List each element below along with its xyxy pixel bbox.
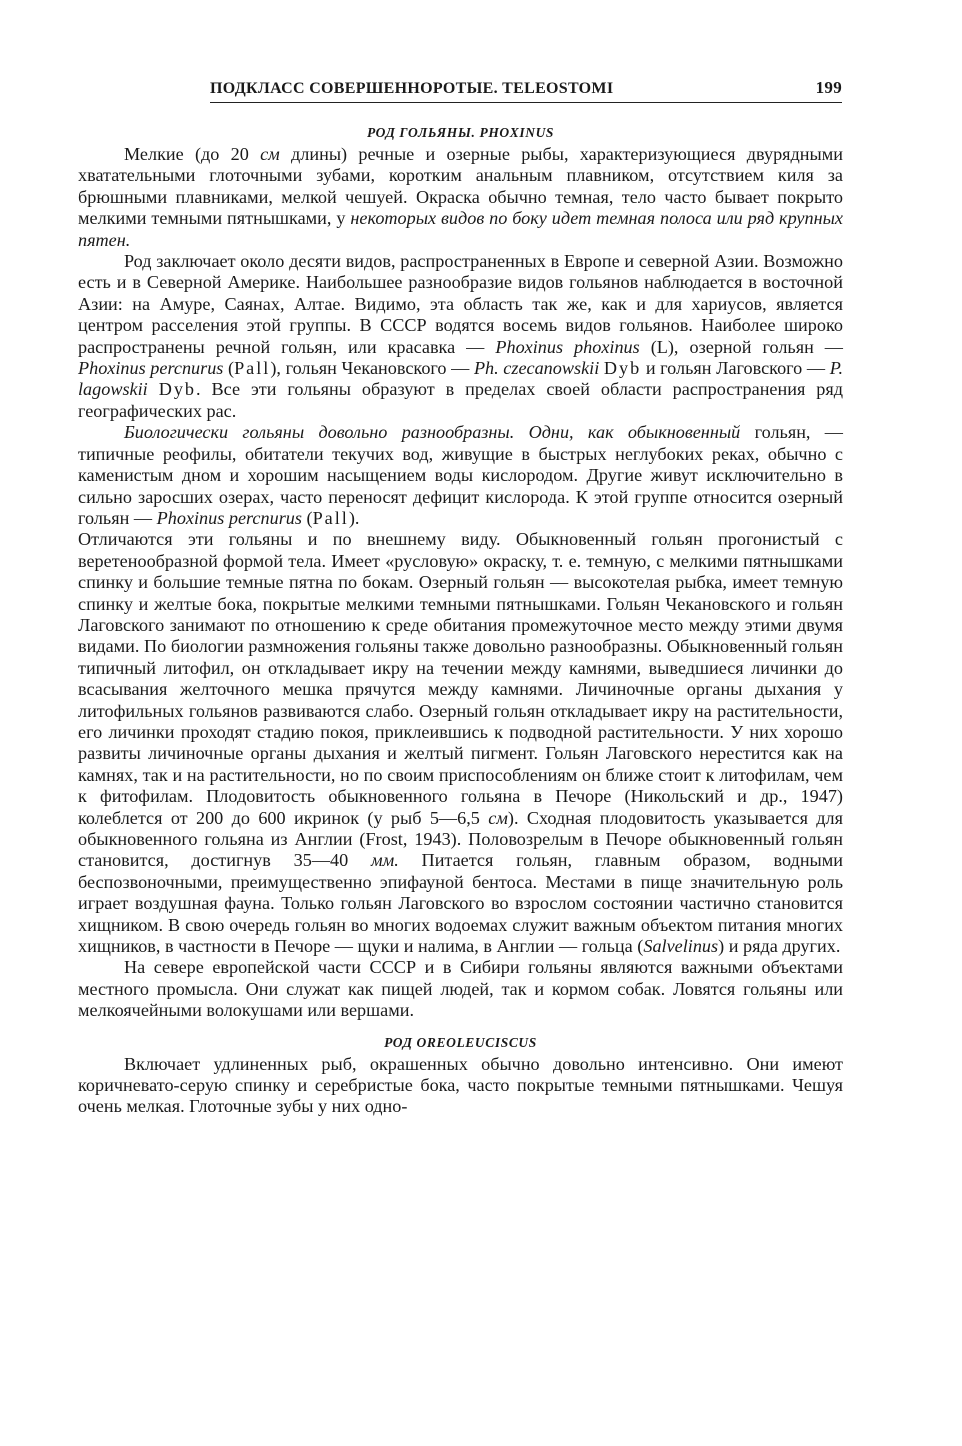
text-run: и гольян Лаговского —: [641, 358, 830, 379]
section-title-oreoleuciscus: РОД OREOLEUCISCUS: [384, 1034, 537, 1050]
text-run: ).: [348, 507, 360, 528]
paragraph-distribution: [78, 251, 843, 422]
text-run: [148, 379, 159, 399]
text-run: ), гольян Чекановского —: [270, 358, 474, 379]
italic-run: некоторых видов по боку идет темная полоса или ряд крупных пятен.: [78, 208, 843, 250]
genus-name: Salvelinus: [643, 936, 719, 957]
unit-term: см: [488, 807, 508, 828]
text-run: ) и ряда других.: [718, 936, 841, 957]
paragraph-oreoleuciscus: Включает удлиненных рыб, окрашенных обычно довольно интенсивно. Они имеют коричневато-серую спинку и серебристые бока, часто покрытые темными пятнышками. Чешуя очень мелкая. Глоточные зубы у них одно-: [78, 1053, 843, 1117]
page-number: 199: [815, 78, 842, 97]
text-run: длины) речные и озерные рыбы, характеризующиеся двурядными хватательными глоточными зубами, коротким анальным плавником, отсутствием киля за брюшными плавниками, мелкой чешуей. Окраска обычно темная, тело часто бывает покрыто мелкими темными пятнышками, у: [78, 144, 843, 229]
author-name: Dyb: [158, 379, 197, 400]
species-name: Phoxinus phoxinus: [495, 336, 640, 357]
text-run: (: [301, 507, 313, 528]
text-run: Питается гольян, главным образом, водными беспозвоночными, преимущественно эпифауной бентоса. Местами в пище значительную роль играет воздушная фауна. Только гольян Лаговского во взрослом состоянии частично становится хищником. В свою очередь гольян во многих водоемах служит важным объектом питания многих хищников, в частности в Печоре — щуки и налима, в Англии — гольца (: [78, 850, 844, 957]
species-name: Ph. czecanowskii: [473, 358, 600, 379]
species-name: Phoxinus percnurus: [78, 358, 224, 379]
unit-term: см: [260, 144, 280, 164]
species-name: P. lagowskii: [78, 358, 844, 400]
text-run: Мелкие (до 20: [124, 144, 261, 164]
unit-term: мм.: [371, 850, 399, 871]
running-head-title: ПОДКЛАСС СОВЕРШЕННОРОТЫЕ. TELEOSTOMI: [210, 80, 614, 97]
author-name: Dyb: [603, 358, 642, 379]
text-block: [78, 122, 843, 1118]
text-run: Отличаются эти гольяны и по внешнему виду. Обыкновенный гольян прогонистый с веретенообразной формой тела. Имеет «русловую» окраску, т. е. темную, с мелкими пятнышками спинку и большие темные пятна по бокам. Озерный гольян — высокотелая рыбка, имеет темную спинку и желтые бока, покрытые мелкими темными пятнышками. Гольян Чекановского и гольян Лаговского занимают по отношению к среде обитания промежуточное место между этими двумя видами. По биологии размножения гольяны также довольно разнообразны. Обыкновенный гольян типичный литофил, он откладывает икру на течении между камнями, выведшиеся личинки до всасывания желточного мешка прячутся между камнями. Личиночные органы дыхания у литофильных гольянов развиваются слабо. Озерный гольян откладывает икру на растительности, его личинки проходят стадию покоя, приклеившись к подводной растительности. У них хорошо развиты личиночные органы дыхания и желтый пигмент. Гольян Лаговского нерестится как на камнях, так и на растительности, но по своим приспособлениям он ближе стоит к литофилам, чем к фитофилам. Плодовитость обыкновенного гольяна в Печоре (Никольский и др., 1947) колеблется от 200 до 600 икринок (у рыб 5—6,5: [78, 529, 843, 828]
paragraph-description: [78, 144, 843, 251]
text-run: (L), озерной гольян —: [639, 336, 843, 357]
author-name: Pall: [312, 507, 349, 528]
text-run: Род заключает около десяти видов, распространенных в Европе и северной Азии. Возможно есть и в Северной Америке. Наибольшее разнообразие видов гольянов наблюдается в восточной Азии: на Амуре, Саянах, Алтае. Видимо, эта область так же, как и для хариусов, является центром расселения этой группы. В СССР водятся восемь видов гольянов. Наиболее широко распространены речной гольян, или красавка —: [78, 251, 843, 357]
paragraph-appearance: [78, 529, 843, 957]
species-name: Phoxinus percnurus: [156, 507, 302, 528]
running-head: [210, 78, 842, 103]
text-run: ). Сходная плодовитость указывается для обыкновенного гольяна из Англии (Frost, 1943). Половозрелым в Печоре обыкновенный гольян становится, достигнув 35—40: [78, 807, 843, 871]
italic-run: Биологически гольяны довольно разнообразны. Одни, как обыкновенный: [124, 422, 741, 443]
section-title-phoxinus: РОД ГОЛЬЯНЫ. PHOXINUS: [366, 125, 555, 140]
text-run: гольян, — типичные реофилы, обитатели текучих вод, живущие в быстрых неглубоких реках, обычно с каменистым дном и хорошим насыщением воды кислородом. Другие живут исключительно в сильно заросших озерах, часто переносят дефицит кислорода. К этой группе относится озерный гольян —: [78, 422, 843, 528]
paragraph-biology: [78, 422, 843, 529]
paragraph-fishery: На севере европейской части СССР и в Сибири гольяны являются важными объектами местного промысла. Они служат как пищей людей, так и кормом собак. Ловятся гольяны или мелкоячейными волокушами или вершами.: [78, 957, 843, 1021]
text-run: . Все эти гольяны образуют в пределах своей области распространения ряд географических рас.: [78, 379, 844, 421]
author-name: Pall: [234, 358, 271, 379]
text-run: (: [223, 358, 235, 379]
